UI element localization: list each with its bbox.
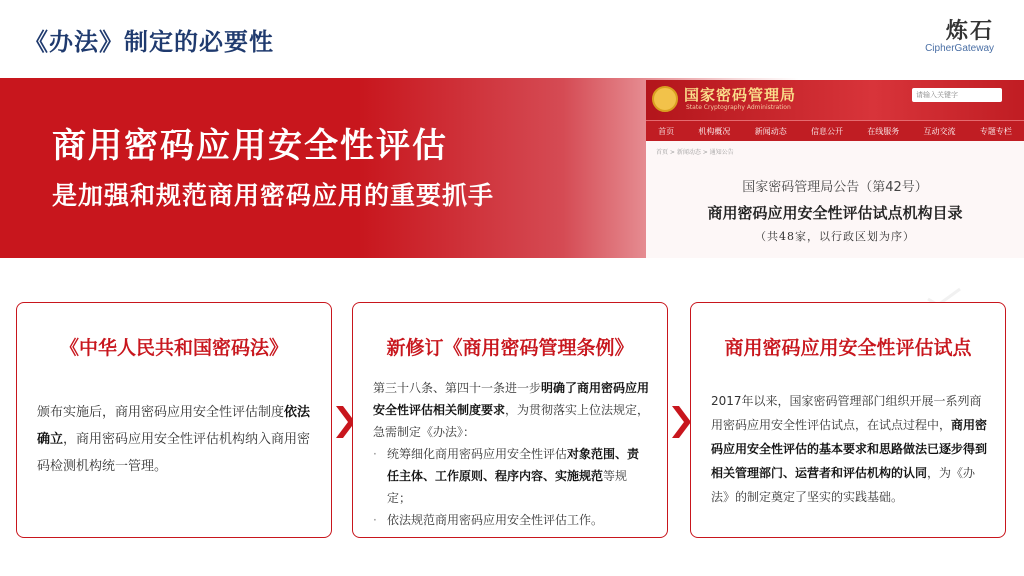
card-body [373, 377, 651, 531]
card-text: 依法规范商用密码应用安全性评估工作。 [387, 513, 604, 527]
card-paragraph [373, 377, 651, 443]
card-text: 统筹细化商用密码应用安全性评估 [387, 447, 568, 461]
card-text-emphasis: 商用密码应用安全性评估的基本要求和思路做法已逐步得到相关管理部门、运营者和评估机构的认同 [711, 418, 988, 480]
website-nav-item: 新闻动态 [754, 126, 787, 136]
card-title: 新修订《商用密码管理条例》 [386, 337, 634, 359]
website-search-input: 请输入关键字 [912, 88, 1002, 102]
list-item: · 统筹细化商用密码应用安全性评估对象范围、责任主体、工作原则、程序内容、实施规范等规定； [373, 447, 640, 505]
website-nav-item: 机构概况 [698, 126, 731, 136]
announcement-title: 商用密码应用安全性评估试点机构目录 [707, 204, 963, 222]
website-nav-item: 互动交流 [923, 126, 956, 136]
website-site-name: 国家密码管理局 [684, 86, 797, 104]
website-nav-item: 首页 [658, 126, 675, 136]
website-site-subtitle: State Cryptography Administration [686, 104, 791, 111]
card-text: ，为贯彻落实上位法规定，急需制定《办法》： [373, 403, 650, 439]
card-crypto-law [16, 302, 332, 538]
card-body [711, 389, 989, 509]
card-text: 第三十八条、第四十一条进一步 [373, 381, 542, 395]
national-emblem-icon [652, 86, 678, 112]
card-title: 《中华人民共和国密码法》 [59, 337, 288, 359]
announcement-note: （共48家，以行政区划为序） [755, 230, 915, 243]
list-item: · 依法规范商用密码应用安全性评估工作。 [373, 509, 651, 531]
banner-subheadline: 是加强和规范商用密码应用的重要抓手 [52, 181, 495, 210]
website-nav-item: 专题专栏 [979, 126, 1012, 136]
card-text: 2017年以来，国家密码管理部门组织开展一系列商用密码应用安全性评估试点，在试点过程中， [711, 394, 982, 432]
card-text: 颁布实施后，商用密码应用安全性评估制度 [37, 405, 285, 420]
page-title: 《办法》制定的必要性 [24, 28, 274, 56]
website-screenshot [646, 80, 1024, 258]
card-title: 商用密码应用安全性评估试点 [724, 337, 972, 359]
card-regulation [352, 302, 668, 538]
card-text-emphasis: 明确了商用密码应用安全性评估相关制度要求 [373, 381, 650, 417]
logo-en: CipherGateway [925, 43, 994, 54]
card-text: ，为《办法》的制定奠定了坚实的实践基础。 [711, 466, 976, 504]
company-logo [925, 14, 994, 54]
website-breadcrumb: 首页 > 新闻动态 > 通知公告 [656, 149, 734, 156]
website-nav-item: 信息公开 [810, 126, 843, 136]
card-text: 等规定； [387, 469, 628, 505]
card-body [37, 399, 315, 480]
banner-headline: 商用密码应用安全性评估 [52, 126, 448, 166]
website-nav [646, 120, 1024, 141]
card-text-emphasis: 依法确立 [37, 405, 311, 447]
card-text-emphasis: 对象范围、责任主体、工作原则、程序内容、实施规范 [387, 447, 640, 483]
card-pilot [690, 302, 1006, 538]
website-header [646, 80, 1024, 120]
card-text: ，商用密码应用安全性评估机构纳入商用密码检测机构统一管理。 [37, 432, 311, 474]
logo-cn: 炼石 [945, 19, 994, 44]
announcement-number: 国家密码管理局公告（第42号） [742, 180, 928, 195]
website-nav-item: 在线服务 [867, 126, 900, 136]
